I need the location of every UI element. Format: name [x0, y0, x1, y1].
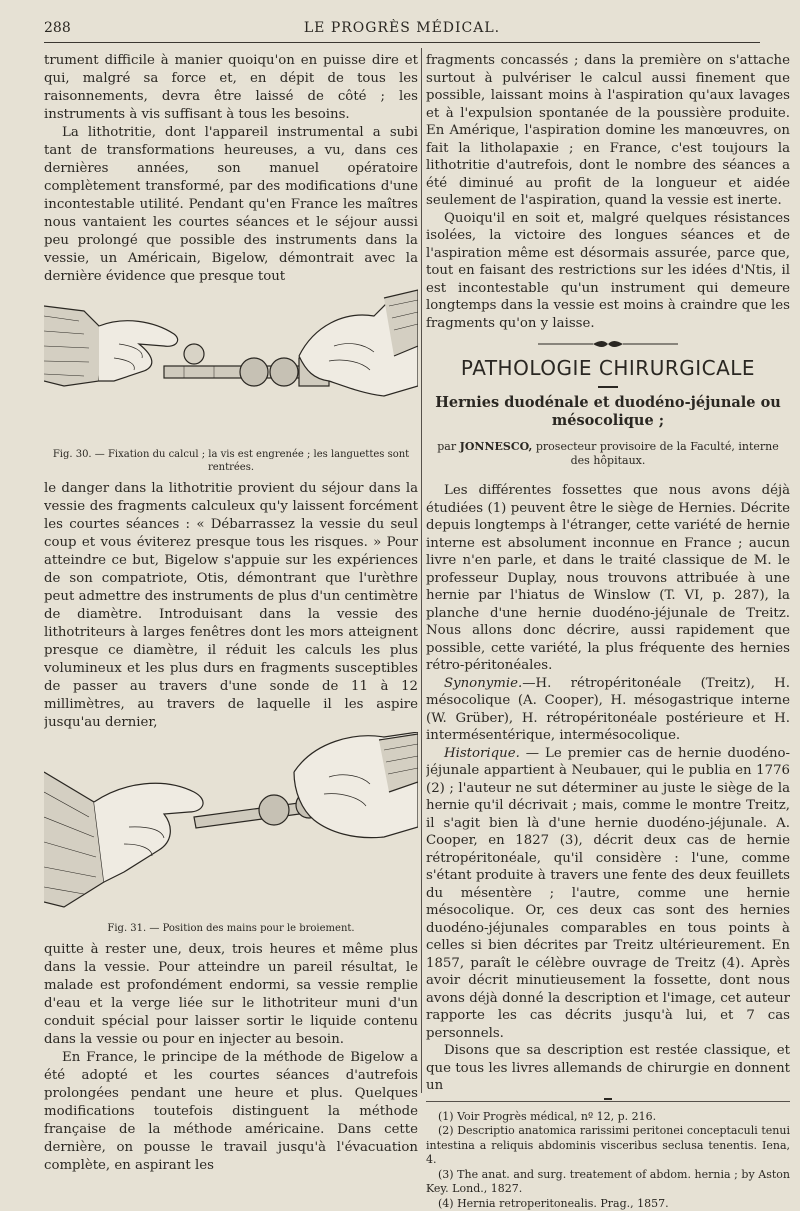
history-paragraph — [426, 745, 790, 1043]
synonymy-paragraph — [426, 675, 790, 745]
byline — [426, 440, 790, 468]
footnote-mark — [604, 1098, 612, 1100]
hand-position-engraving — [44, 732, 418, 920]
figure-30-caption: Fig. 30. — Fixation du calcul ; la vis est engrenée ; les languettes sont rentrées. — [44, 448, 418, 474]
right-paragraph-6: Disons que sa description est restée classique, et que tous les livres allemands de chirurgie en donnent un — [426, 1042, 790, 1095]
byline-affiliation: prosecteur provisoire de la Faculté, interne des hôpitaux. — [536, 440, 779, 467]
right-paragraph-3: Les différentes fossettes que nous avons déjà étudiées (1) peuvent être le siège de Hernies. Décrite depuis longtemps à l'étranger, cette variété de hernie interne est absolument inconnue en France ; aucun livre n'en parle, et dans le traité classique de M. le professeur Duplay, nous trouvons attribuée à une hernie par l'hiatus de Winslow (T. VI, p. 287), la planche d'une hernie duodéno-jéjunale de Treitz. Nous allons donc décrire, aussi rapidement que possible, cette variété, la plus fréquente des hernies rétro-péritonéales. — [426, 482, 790, 675]
ornament-divider-icon — [538, 340, 678, 348]
figure-30 — [44, 286, 418, 474]
figure-31 — [44, 732, 418, 935]
figure-31-caption: Fig. 31. — Position des mains pour le broiement. — [44, 922, 418, 935]
synonymy-label: Synonymie. — [444, 676, 522, 691]
left-paragraph-4: quitte à rester une, deux, trois heures et même plus dans la vessie. Pour atteindre un pareil résultat, le malade est profondément endormi, sa vessie remplie d'eau et la verge liée sur le lithotriteur muni d'un conduit spécial pour laisser sortir le liquide contenu dans la vessie ou pour en injecter au besoin. — [44, 941, 418, 1049]
byline-prefix: par — [437, 440, 456, 453]
left-paragraph-5: En France, le principe de la méthode de Bigelow a été adopté et les courtes séances d'autrefois prolongées pendant une heure et plus. Quelques modifications toutefois distinguent la méthode française de la méthode américaine. Dans cette dernière, on pousse le travail jusqu'à l'évacuation complète, en aspirant les — [44, 1049, 418, 1175]
footnotes — [426, 1101, 790, 1211]
article-title: Hernies duodénale et duodéno-jéjunale ou mésocolique ; — [426, 394, 790, 430]
right-paragraph-1: fragments concassés ; dans la première on s'attache surtout à pulvériser le calcul aussi finement que possible, laissant moins à l'aspiration qu'aux lavages et à l'expulsion spontanée de la poussière produite. En Amérique, l'aspiration domine les manœuvres, on fait la litholapaxie ; en France, c'est toujours la lithotritie d'autrefois, dont le nombre des séances a été diminué au profit de la longueur et aidée seulement de l'aspiration, quand la vessie est inerte. — [426, 52, 790, 210]
column-divider — [421, 48, 422, 1093]
footnote-3: (3) The anat. and surg. treatement of abdom. hernia ; by Aston Key. Lond., 1827. — [426, 1168, 790, 1197]
history-label: Historique. — [444, 746, 520, 761]
page-number: 288 — [44, 20, 71, 36]
lithotrite-fixation-engraving — [44, 286, 418, 446]
left-paragraph-1: trument difficile à manier quoiqu'on en puisse dire et qui, malgré sa force et, en dépit de tous les raisonnements, devra être laissé de côté ; les instruments à vis suffisant à tous les besoins. — [44, 52, 418, 124]
journal-title: LE PROGRÈS MÉDICAL. — [44, 20, 760, 36]
synonymy-text: —H. rétropéritonéale (Treitz), H. mésocolique (A. Cooper), H. mésogastrique interne (W. Grüber), H. rétropéritonéale postérieure et H. intermésentérique, intermésocolique. — [426, 676, 790, 744]
byline-author: JONNESCO, — [460, 440, 533, 453]
right-paragraph-2: Quoiqu'il en soit et, malgré quelques résistances isolées, la victoire des longues séances et de l'aspiration même est désormais assurée, parce que, tout en faisant des restrictions sur les idées d'Ntis, il est incontestable qu'un instrument qui demeure longtemps dans la vessie est moins à craindre que les fragments qu'on y laisse. — [426, 210, 790, 333]
heading-rule — [598, 386, 618, 388]
running-head — [44, 20, 760, 43]
section-heading: PATHOLOGIE CHIRURGICALE — [426, 356, 790, 380]
footnote-2: (2) Descriptio anatomica rarissimi peritonei conceptaculi tenui intestina a reliquis abdominis visceribus seclusa tenentis. Iena, 4. — [426, 1124, 790, 1168]
footnote-4: (4) Hernia retroperitonealis. Prag., 1857. — [426, 1197, 790, 1211]
left-paragraph-3: le danger dans la lithotritie provient du séjour dans la vessie des fragments calculeux qu'y laissent forcément les courtes séances : « Débarrassez la vessie du seul coup et vous éviterez presque tous les risques. » Pour atteindre ce but, Bigelow s'appuie sur les expériences de son compatriote, Otis, démontrant que l'urèthre peut admettre des instruments de plus d'un centimètre de diamètre. Introduisant dans la vessie des lithotriteurs à larges fenêtres dont les mors atteignent presque ce diamètre, il réduit les calculs les plus volumineux et les plus durs en fragments susceptibles de passer au travers d'une sonde de 11 à 12 millimètres, au travers de laquelle il les aspire jusqu'au dernier, — [44, 480, 418, 732]
right-column — [426, 52, 790, 1211]
left-column — [44, 52, 418, 1175]
left-paragraph-2: La lithotritie, dont l'appareil instrumental a subi tant de transformations heureuses, a vu, dans ces dernières années, son manuel opératoire complètement transformé, par des modifications d'une incontestable utilité. Pendant qu'en France les maîtres nous vantaient les courtes séances et le séjour aussi peu prolongé que possible des instruments dans la vessie, un Américain, Bigelow, démontrait avec la dernière évidence que presque tout — [44, 124, 418, 286]
footnote-1: (1) Voir Progrès médical, nº 12, p. 216. — [426, 1110, 790, 1125]
history-text: — Le premier cas de hernie duodéno-jéjunale appartient à Neubauer, qui le publia en 1776 (2) ; l'auteur ne sut déterminer au juste le siège de la hernie qu'il décrivait ; mais, comme le montre Treitz, il s'agit bien là d'une hernie duodéno-jéjunale. A. Cooper, en 1827 (3), décrit deux cas de hernie rétropéritonéale, qu'il considère : l'une, comme s'étant produite à travers une fente des deux feuillets du mésentère ; l'autre, comme une hernie mésocolique. Or, ces deux cas sont des hernies duodéno-jéjunales comparables en tous points à celles si bien décrites par Treitz ultérieurement. En 1857, paraît le célèbre ouvrage de Treitz (4). Après avoir décrit minutieusement la fossette, dont nous avons déjà donné la description et l'image, cet auteur rapporte les cas décrits jusqu'à lui, et 7 cas personnels. — [426, 746, 790, 1041]
